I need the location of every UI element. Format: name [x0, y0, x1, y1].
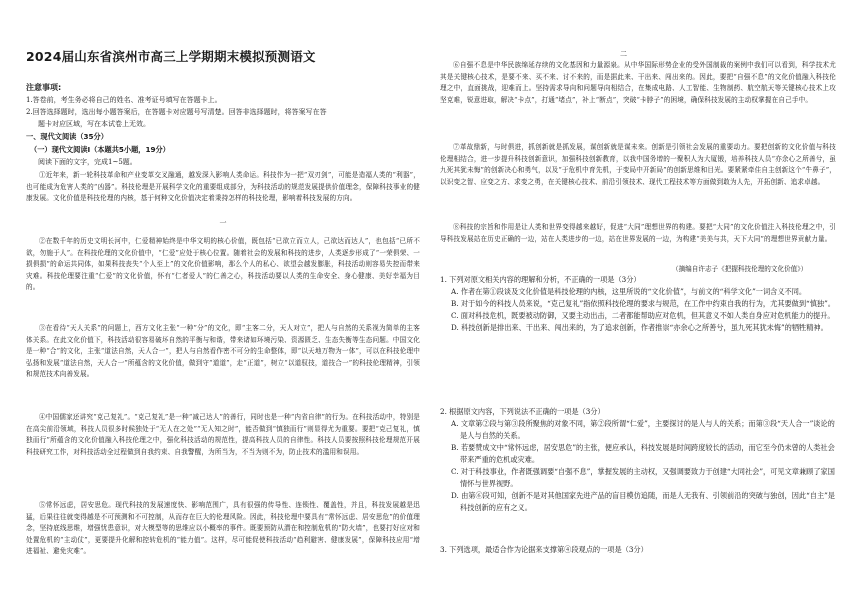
- question-1-stem: 1. 下列对原文相关内容的理解和分析，不正确的一项是（3分）: [440, 275, 641, 284]
- question-2: [440, 406, 838, 514]
- question-2-stem: 2. 根据原文内容，下列说法不正确的一项是（3分）: [440, 407, 605, 416]
- question-1-option-a[interactable]: A. 作者在第①段谈及文化价值是科技伦理的内核，这里所说的“文化价值”，与前文的“科学文化”一词含义不同。: [451, 287, 807, 296]
- question-1: [440, 274, 838, 334]
- passage-paragraph-8: ⑧科技的宗旨和作用是让人类和世界变得越来越好，促进“大同”理想世界的构建。要把“大同”的文化价值注入科技伦理之中，引导科技发展站在历史正确的一边，站在人类进步的一边，站在世界发展的一边，为构建“美美与共，天下大同”的理想世界贡献力量。: [440, 223, 836, 243]
- right-column: [440, 0, 838, 607]
- notice-item-2-line-2: 题卡对应区域，写在本试卷上无效。: [38, 120, 150, 128]
- page-marker: 二: [620, 50, 627, 58]
- notice-item-2-line-1: 2.回答选择题时，选出每小题答案后，在答题卡对应题号写清楚。回答非选择题时，将答案写在答: [26, 108, 327, 116]
- left-column: [26, 0, 426, 607]
- question-2-option-b[interactable]: B. 若要赞成文中“常怀远虑，居安思危”的主张，便应承认，科技发展是时间跨度较长的活动，而它至今仍未曾的人类社会带来严重的危机或灾难。: [451, 443, 835, 464]
- notice-heading: 注意事项:: [26, 83, 62, 92]
- paragraph-divider: 一: [219, 219, 227, 227]
- notice-item-1: 1.答卷前，考生务必将自己的姓名、准考证号填写在答题卡上。: [26, 96, 222, 104]
- passage-paragraph-6: ⑥自强不息是中华民族绵延存续的文化基因和力量源泉。从中华国际形势企业的受外国制裁的案例中我们可以看到，科学技术尤其是关键核心技术，是要不来、买不来、讨不来的，而是据此来、干出来、闯出来的。因此，要把“自强不息”的文化价值融入科技伦理之中，直面挑战，迎难而上。坚持需求导向和问题导向相结合，在集成电路、人工智能、生物制药、航空航天等关键核心技术上攻坚克难，锐意进取，解决“卡点”，打通“堵点”，补上“断点”，突破“卡脖子”的困境，确保科技发展的主动权掌握在自己手中。: [440, 61, 836, 104]
- question-2-option-d[interactable]: D. 由第⑥段可知，创新不是对其他国家先进产品的盲目模仿追随，而是人无我有、引领前沿的突破与独创，因此“自主”是科技创新的应有之义。: [451, 491, 835, 512]
- question-3: [440, 544, 838, 556]
- question-2-option-a[interactable]: A. 文章第②段与第③段所聚焦的对象不同，第②段所谓“仁爱”，主要探讨的是人与人的关系；而第③段“天人合一”谈论的是人与自然的关系。: [451, 419, 835, 440]
- passage-paragraph-1: ①近年来，新一轮科技革命和产业变革交叉融通，越发深入影响人类命运。科技作为一把“双刃剑”，可能是造福人类的“利器”，也可能成为危害人类的“凶器”。科技伦理是开展科学文化的重要组成部分，为科技活动的规范发展提供价值理念，保障科技事业的健康发展。文化价值是科技伦理的内核，基于何种文化价值决定着秉持怎样的科技伦理，影响着科技发展的方向。: [26, 171, 420, 203]
- question-1-option-c[interactable]: C. 面对科技危机，既要被动防御，又要主动出击，二者都能帮助应对危机，但其意义不如人类自身应对危机能力的提升。: [451, 311, 835, 320]
- passage-paragraph-3: ③在看待“天人关系”的问题上，西方文化主张“一种”分”的文化，即“主客二分，天人对立”，把人与自然的关系视为简单的主客体关系。在此文化价值下，科技活动很容易破坏自然的平衡与和谐，带来诸如环境污染、资源匮乏、生态失衡等生态问题。中国文化是一种“合”的文化，主张“道法自然，天人合一”，把人与自然看作密不可分的生命整体，即“以天地万物为一体”，可以在科技伦理中弘扬和发展“道法自然，天人合一”所蕴含的文化价值，做到守“道道”，走“正道”，树立“以道驭技，道技合一”的科技伦理精神，引领和规范技术向善发展。: [26, 324, 420, 379]
- page-title: 2024届山东省滨州市高三上学期期末模拟预测语文: [26, 49, 316, 64]
- question-1-option-b[interactable]: B. 对于如今的科技人员来说，“克己复礼”指依照科技伦理的要求与规范，在工作中约束自我的行为，尤其要做到“慎独”。: [451, 299, 835, 308]
- section-heading: 一、现代文阅读（35分）: [26, 132, 108, 141]
- passage-paragraph-5: ⑤常怀远虑，居安思危。现代科技的发展速度快、影响范围广，具有很强的传导性、连锁性、覆盖性，并且，科技发展越是迅猛，后果往往就变得越是不可预测和不可控制，从而存在巨大的伦理风险。因此，科技伦理中要具有“常怀远虑、居安思危”的价值理念，坚持底线思维，增强忧患意识，对大模型等的思维应以小概率的事件。既要预防从潜在和控制危机的“防火墙”，也要打好应对和处置危机的“主动仗”，更要提升化解和控转危机的“能力值”。这样，尽可能促使科技活动“趋利避害、健康发展”，保障科技应用“增进福祉、避免灾难”。: [26, 501, 420, 556]
- question-2-option-c[interactable]: C. 对于科技事业，作者既强调要“自强不息”，掌握发展的主动权，又强调要致力于创建“大同社会”，可见文章兼顾了家国情怀与世界视野。: [451, 467, 835, 488]
- subsection-heading: （一）现代文阅读Ⅰ（本题共5小题，19分）: [30, 145, 170, 154]
- passage-paragraph-4: ④中国儒家还讲究“克己复礼”。“克己复礼”是一种“减己达人”的善行，同时也是一种“内省自律”的行为。在科技活动中，特别是在高尖前沿领域，科技人员很多时候独处于“无人在之处”“无人知之时”，能否做到“慎独而行”则显得尤为重要。要把“克己复礼，慎独而行”所蕴含的文化价值融入科技伦理之中，强化科技活动的规范性，提高科技人员的自律性。科技人员要按照科技伦理规范开展科技研究工作，对科技活动全过程做到自我约束、自我警醒，为所当为，不当为则不为，防止技术的滥用和误用。: [26, 413, 420, 456]
- question-3-stem: 3. 下列选项，最适合作为论据来支撑第④段观点的一项是（3分）: [440, 545, 648, 554]
- passage-paragraph-7: ⑦革故鼎新，与时俱进，抓创新就是抓发展，谋创新就是谋未来。创新是引领社会发展的重要动力。要把创新的文化价值与科技伦理相结合，进一步提升科技创新意识，加强科技创新教育，以我中国务增的一聚积人为大厦锻，培养科技人员“亦余心之所善兮，虽九死其犹未悔”的创新决心和勇气，以及“于危机中育先机，于变局中开新局”的创新思维和目光。要紧紧牵住自主创新这个“牛鼻子”，以识变之智、应变之方、求变之勇，在关键核心技术、前沿引领技术、现代工程技术等方面做到敢为人先，开拓创新、追求卓越。: [440, 143, 836, 186]
- source-attribution: （摘编自许志子《把握科技伦理的文化价值》）: [672, 265, 808, 273]
- reading-instruction: 阅读下面的文字，完成1~5题。: [38, 158, 137, 166]
- passage-paragraph-2: ②在数千年的历史文明长河中，仁爱精神始终是中华文明的核心价值，既包括“已欲立而立人，己欲达而达人”，也包括“已所不欲，勿施于人”。在科技伦理的文化价值中，“仁爱”应处于核心位置。随着社会的发展和科技的进步，人类逐步形成了“一荣俱荣、一损俱损”的命运共同体，如果科技丧失“个人至上”的文化价值影响，那么个人的私心、欲望会越发膨胀，科技活动则容易失控而带来灾难。科技伦理要注重“仁爱”的文化价值，怀有“仁者爱人”的仁善之心，科技活动要以人类的生命安全、身心健康、美好幸福为目的。: [26, 237, 420, 292]
- question-1-option-d[interactable]: D. 科技创新是排出来、干出来、闯出来的，为了追求创新，作者推崇“亦余心之所善兮，虽九死其犹未悔”的牺牲精神。: [451, 323, 828, 332]
